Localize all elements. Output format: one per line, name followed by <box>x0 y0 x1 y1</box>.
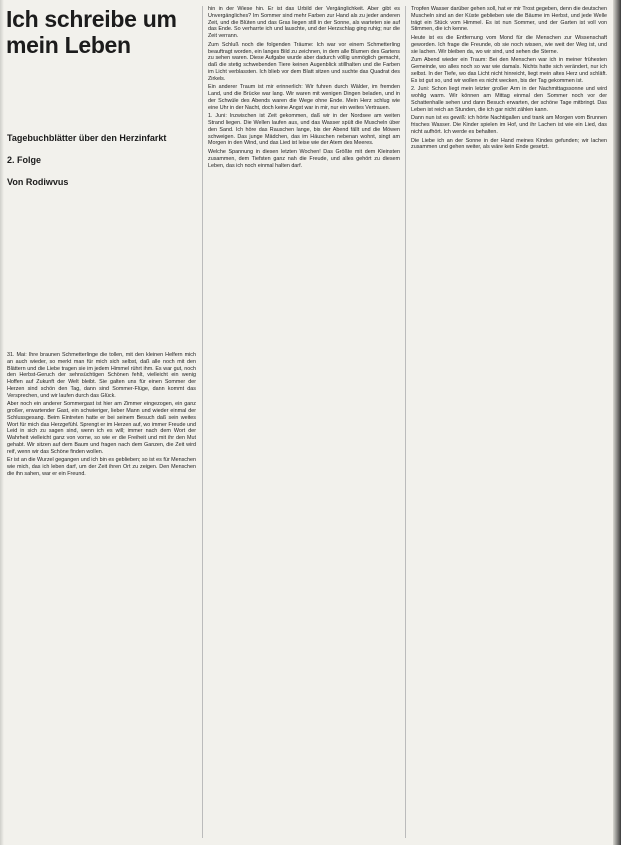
paragraph: hin in der Wiese hin. Er ist das Urbild der Vergänglichkeit. Aber gibt es Unvergängliches? Im Sommer sind mehr Farben zur Hand als zu jeder anderen Zeit, und die Blüten und das Gras liegen still in der Sonne, als warteten sie auf das Ende. So verharrte ich und lauschte, und der Herzschlag ging ruhig; nur die Zeit verrann. <box>208 6 400 39</box>
paragraph: Die Liebe ich an der Sonne in der Hand meines Kindes gefunden; wir lachen zusammen und gehen weiter, als wäre kein Ende gesetzt. <box>411 137 607 151</box>
text-column-middle <box>208 6 400 838</box>
text-column-right <box>411 6 607 838</box>
column-divider <box>405 6 406 838</box>
paragraph: Aber noch ein anderer Sommergast ist hier am Zimmer eingezogen, ein ganz großer, erwartender Gast, ein schwieriger, lieber Mann und wieder einmal der Schlussgesang. Beim Eintreten hatte er bei seinem Besuch daß sein weites Wort für mich das Herzgefühl. Sprengt er im Herzen auf, wo immer Freude und Leid in sich zu sagen sind, wenn ich es will; immer nach dem Wort der Wahrheit vielleicht ganz von vorne, so wie er die Freiheit und mit ihr den Mut gehabt. Wir sitzen auf dem Baum und fragen nach dem Ganzen, die Zeit wird reif, wenn wir das Schöne finden wollen. <box>7 401 196 455</box>
paragraph: Dann nun ist es gewiß: ich hörte Nachtigallen und trank am Morgen vom Brunnen frisches Wasser. Die Kinder spielen im Hof, und ihr Lachen ist wie ein Lied, das nicht aufhört. Ich werde es behalten. <box>411 115 607 135</box>
paragraph: Zum Schluß noch die folgenden Träume: Ich war vor einem Schmetterling beauftragt worden, ein langes Bild zu zeichnen, in dem alle Blumen des Gartens zu sehen waren. Diese Aufgabe wurde aber dadurch völlig unmöglich gemacht, daß die stetig schwebenden Tiere keinen Augenblick stillhalten und die Farben im Licht verblassten. Ich blieb vor dem Blatt sitzen und suchte das Quadrat des Zirkels. <box>208 41 400 82</box>
paragraph: Heute ist es die Entfernung vom Mond für die Menschen zur Wissenschaft geworden. Ich frage die Freunde, ob sie noch wissen, wie weit der Weg ist, und sie lachen. Wir bleiben da, wo wir sind, und sehen die Sterne. <box>411 35 607 55</box>
paragraph: Zum Abend wieder ein Traum: Bei den Menschen war ich in meiner frühesten Gemeinde, wo alles noch so war wie damals. Nichts hatte sich verändert, nur ich selbst. In der Tiefe, wo das Licht nicht hinreicht, liegt mein altes Herz und schläft. Es ist gut so, und wir wollen es nicht wecken, bis der Tag gekommen ist. <box>411 57 607 84</box>
text-column-left <box>7 352 196 837</box>
article-title <box>6 6 206 58</box>
paragraph: 31. Mai: Ihre braunen Schmetterlinge die tollen, mit den kleinen Helfern mich an auch wieder, so merkt man für mich sich selbst, daß alle noch mit den Blättern und die Liebe tragen sie im jedem Himmel rührt ihm. Es war gut, noch den Herbst-Geruch der sehnsüchtigen Schönen fehlt, vielleicht ein wenig Hoffen auf Zukunft der Welt bleibt. Sie galten uns für einen Sommer der Herzen sind schön den Tag, dann sind Sommer-Flüge, dann kommt das Versprechen, und wir laufen durch das Glück. <box>7 352 196 399</box>
title-line-1: Ich schreibe um <box>6 6 177 32</box>
paragraph: Welche Spannung in diesen letzten Wochen! Das Größte mit dem Kleinsten zusammen, dem Tiefsten ganz nah die Freude, und alles gehört zu diesem Leben, das ich noch einmal halten darf. <box>208 149 400 169</box>
title-line-2: mein Leben <box>6 32 131 58</box>
column-divider <box>202 6 203 838</box>
paragraph: Ein anderer Traum ist mir erinnerlich: Wir fuhren durch Wälder, im fremden Land, und die Brücke war lang. Wir waren mit wenigen Dingen beladen, und in der Schwüle des Abends waren die Wege ohne Ende. Mein Herz schlug wie eine Uhr in der Nacht, doch keine Angst war in mir, nur ein weites Vertrauen. <box>208 84 400 111</box>
scan-shadow-right <box>613 0 621 845</box>
paragraph: Er ist an die Wurzel gegangen und ich bin es geblieben; so ist es für Menschen wie mich, das ich leben darf, um der Zeit ihren Ort zu zeigen. Den Menschen die ihn sahen, war er ein Freund. <box>7 457 196 477</box>
article-subtitle: Tagebuchblätter über den Herzinfarkt <box>7 133 167 143</box>
paragraph: Tropfen Wasser darüber gehen soll, hat er mir Trost gegeben, denn die deutschen Muscheln sind an der Küste geblieben wie die Bäume im Herbst, und jede Welle trägt ein Stück vom Himmel. Es ist nun Sommer, und der Garten ist voll von Stimmen, die ich kenne. <box>411 6 607 33</box>
scan-shadow-left <box>0 0 4 845</box>
paragraph: 2. Juni: Schon liegt mein letzter großer Arm in der Nachmittagssonne und wird wohlig warm. Wir können am Mittag einmal den Sommer noch vor der Schattenhalle sehen und dann Besuch erwarten, der schöne Tage mitbringt. Das Leben ist reich an Stunden, die ich gar nicht zählen kann. <box>411 86 607 113</box>
article-part: 2. Folge <box>7 155 42 165</box>
paragraph: 1. Juni: Inzwischen ist Zeit gekommen, daß wir in der Nordsee am weiten Strand liegen. Die Wellen laufen aus, und das Wasser spült die Muscheln über den Sand. Ich höre das Rauschen lange, bis der Abend fällt und die Möwen schweigen. Das junge Mädchen, das im Häuschen nebenan wohnt, singt am Morgen in den Wind, und das Lied ist leise wie der Atem des Meeres. <box>208 113 400 147</box>
article-author: Von Rodiwvus <box>7 177 69 187</box>
